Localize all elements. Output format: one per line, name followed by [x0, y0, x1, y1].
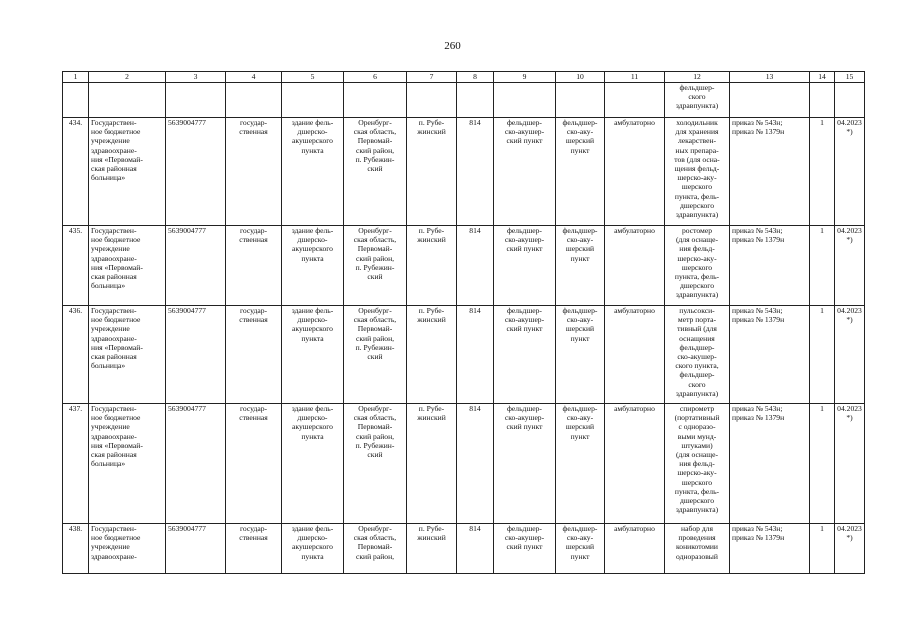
address-cell: Оренбург- ская область, Первомай- ский район, п. Рубежин- ский — [344, 118, 407, 226]
column-header: 1 — [63, 72, 89, 83]
column-header: 6 — [344, 72, 407, 83]
building-cell: здание фель- дшерско- акушерского пункта — [282, 226, 344, 306]
row-number-cell: 436. — [63, 306, 89, 404]
table-row — [63, 118, 865, 226]
unit-type-cell: фельдшер- ско-акушер- ский пункт — [494, 306, 556, 404]
inn-cell: 5639004777 — [166, 404, 226, 524]
date-cell: 04.2023*) — [835, 524, 865, 574]
code-cell: 814 — [457, 404, 494, 524]
ownership-cell: государ- ственная — [226, 226, 282, 306]
column-header: 8 — [457, 72, 494, 83]
care-form-cell: амбулаторно — [605, 306, 665, 404]
quantity-cell: 1 — [810, 404, 835, 524]
inn-cell: 5639004777 — [166, 226, 226, 306]
equipment-cell: фельдшер- ского здравпункта) — [665, 83, 730, 118]
empty-cell — [810, 83, 835, 118]
empty-cell — [407, 83, 457, 118]
column-header: 9 — [494, 72, 556, 83]
empty-cell — [556, 83, 605, 118]
care-form-cell: амбулаторно — [605, 118, 665, 226]
empty-cell — [166, 83, 226, 118]
column-header: 13 — [730, 72, 810, 83]
row-number-cell: 434. — [63, 118, 89, 226]
row-number-cell: 437. — [63, 404, 89, 524]
organization-cell: Государствен- ное бюджетное учреждение здравоохране- ния «Первомай- ская районная больница» — [89, 118, 166, 226]
empty-cell — [63, 83, 89, 118]
care-form-cell: амбулаторно — [605, 404, 665, 524]
address-cell: Оренбург- ская область, Первомай- ский район, п. Рубежин- ский — [344, 306, 407, 404]
address-cell: Оренбург- ская область, Первомай- ский район, — [344, 524, 407, 574]
column-header: 5 — [282, 72, 344, 83]
quantity-cell: 1 — [810, 524, 835, 574]
empty-cell — [730, 83, 810, 118]
quantity-cell: 1 — [810, 226, 835, 306]
unit-type-cell: фельдшер- ско-аку- шерский пункт — [556, 306, 605, 404]
column-header: 3 — [166, 72, 226, 83]
equipment-cell: ростомер (для оснаще- ния фельд- шерско-аку- шерского пункта, фель- дшерского здравпункта) — [665, 226, 730, 306]
unit-type-cell: фельдшер- ско-аку- шерский пункт — [556, 226, 605, 306]
ownership-cell: государ- ственная — [226, 524, 282, 574]
unit-type-cell: фельдшер- ско-аку- шерский пункт — [556, 118, 605, 226]
organization-cell: Государствен- ное бюджетное учреждение здравоохране- ния «Первомай- ская районная больница» — [89, 404, 166, 524]
column-header: 11 — [605, 72, 665, 83]
care-form-cell: амбулаторно — [605, 226, 665, 306]
unit-type-cell: фельдшер- ско-аку- шерский пункт — [556, 524, 605, 574]
column-header: 14 — [810, 72, 835, 83]
date-cell: 04.2023*) — [835, 306, 865, 404]
equipment-cell: набор для проведения коникотомии одноразовый — [665, 524, 730, 574]
inn-cell: 5639004777 — [166, 306, 226, 404]
date-cell: 04.2023*) — [835, 118, 865, 226]
column-header: 7 — [407, 72, 457, 83]
order-cell: приказ № 543н; приказ № 1379н — [730, 226, 810, 306]
column-header: 12 — [665, 72, 730, 83]
unit-type-cell: фельдшер- ско-акушер- ский пункт — [494, 524, 556, 574]
column-header: 4 — [226, 72, 282, 83]
empty-cell — [457, 83, 494, 118]
table-row — [63, 404, 865, 524]
column-header: 10 — [556, 72, 605, 83]
code-cell: 814 — [457, 524, 494, 574]
settlement-cell: п. Рубе- жинский — [407, 524, 457, 574]
column-number-row — [63, 72, 865, 83]
settlement-cell: п. Рубе- жинский — [407, 226, 457, 306]
order-cell: приказ № 543н; приказ № 1379н — [730, 524, 810, 574]
ownership-cell: государ- ственная — [226, 404, 282, 524]
building-cell: здание фель- дшерско- акушерского пункта — [282, 306, 344, 404]
building-cell: здание фель- дшерско- акушерского пункта — [282, 118, 344, 226]
empty-cell — [282, 83, 344, 118]
column-header: 15 — [835, 72, 865, 83]
empty-cell — [344, 83, 407, 118]
order-cell: приказ № 543н; приказ № 1379н — [730, 118, 810, 226]
equipment-cell: пульсокси- метр порта- тивный (для оснащения фельдшер- ско-акушер- ского пункта, фельдшер- ского здравпункта) — [665, 306, 730, 404]
settlement-cell: п. Рубе- жинский — [407, 118, 457, 226]
table-row — [63, 306, 865, 404]
building-cell: здание фель- дшерско- акушерского пункта — [282, 524, 344, 574]
quantity-cell: 1 — [810, 306, 835, 404]
inn-cell: 5639004777 — [166, 524, 226, 574]
page-number: 260 — [444, 40, 461, 52]
care-form-cell: амбулаторно — [605, 524, 665, 574]
carry-over-row — [63, 83, 865, 118]
table-row — [63, 524, 865, 574]
unit-type-cell: фельдшер- ско-акушер- ский пункт — [494, 226, 556, 306]
code-cell: 814 — [457, 226, 494, 306]
empty-cell — [226, 83, 282, 118]
table-row — [63, 226, 865, 306]
address-cell: Оренбург- ская область, Первомай- ский район, п. Рубежин- ский — [344, 226, 407, 306]
row-number-cell: 435. — [63, 226, 89, 306]
organization-cell: Государствен- ное бюджетное учреждение здравоохране- ния «Первомай- ская районная больница» — [89, 306, 166, 404]
ownership-cell: государ- ственная — [226, 118, 282, 226]
unit-type-cell: фельдшер- ско-акушер- ский пункт — [494, 404, 556, 524]
equipment-cell: спирометр (портативный с одноразо- выми мунд- штуками) (для оснаще- ния фельд- шерско-аку- шерского пункта, фель- дшерского здравпункта) — [665, 404, 730, 524]
order-cell: приказ № 543н; приказ № 1379н — [730, 306, 810, 404]
order-cell: приказ № 543н; приказ № 1379н — [730, 404, 810, 524]
inn-cell: 5639004777 — [166, 118, 226, 226]
empty-cell — [605, 83, 665, 118]
equipment-cell: холодильник для хранения лекарствен- ных препара- тов (для осна- щения фельд- шерско-аку- шерского пункта, фель- дшерского здравпункта) — [665, 118, 730, 226]
unit-type-cell: фельдшер- ско-акушер- ский пункт — [494, 118, 556, 226]
code-cell: 814 — [457, 306, 494, 404]
row-number-cell: 438. — [63, 524, 89, 574]
settlement-cell: п. Рубе- жинский — [407, 306, 457, 404]
empty-cell — [835, 83, 865, 118]
empty-cell — [89, 83, 166, 118]
date-cell: 04.2023*) — [835, 226, 865, 306]
ownership-cell: государ- ственная — [226, 306, 282, 404]
settlement-cell: п. Рубе- жинский — [407, 404, 457, 524]
data-table — [62, 71, 865, 574]
code-cell: 814 — [457, 118, 494, 226]
date-cell: 04.2023*) — [835, 404, 865, 524]
organization-cell: Государствен- ное бюджетное учреждение здравоохране- ния «Первомай- ская районная больница» — [89, 226, 166, 306]
unit-type-cell: фельдшер- ско-аку- шерский пункт — [556, 404, 605, 524]
empty-cell — [494, 83, 556, 118]
organization-cell: Государствен- ное бюджетное учреждение здравоохране- — [89, 524, 166, 574]
quantity-cell: 1 — [810, 118, 835, 226]
column-header: 2 — [89, 72, 166, 83]
address-cell: Оренбург- ская область, Первомай- ский район, п. Рубежин- ский — [344, 404, 407, 524]
building-cell: здание фель- дшерско- акушерского пункта — [282, 404, 344, 524]
